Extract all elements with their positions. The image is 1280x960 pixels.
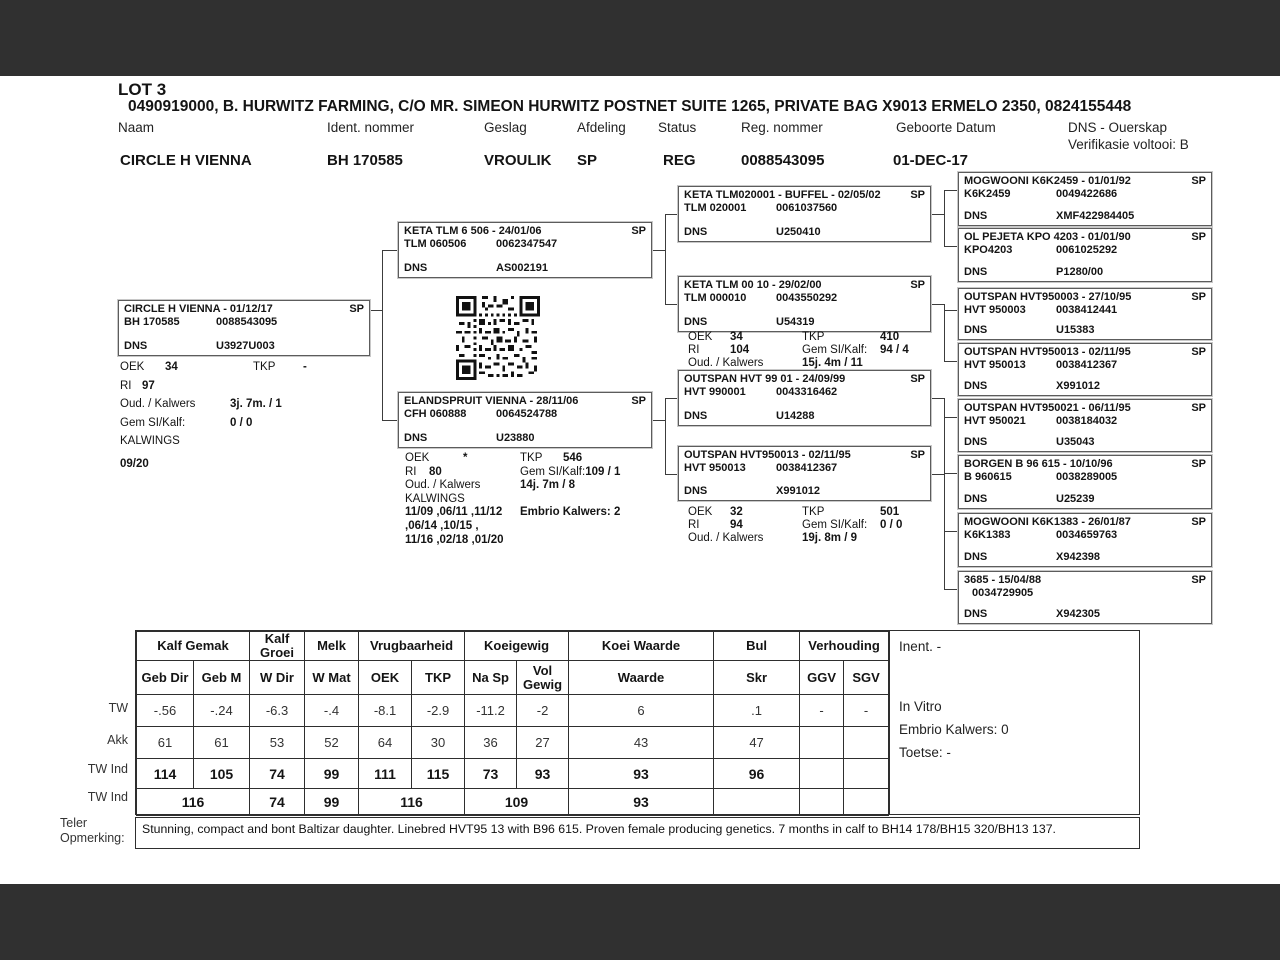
animal-reg: 0088543095 — [741, 152, 825, 169]
twind-cell: 73 — [465, 759, 517, 789]
tkp-value: 546 — [563, 452, 583, 464]
sub-w-mat: W Mat — [305, 661, 359, 695]
twind-cell — [800, 759, 844, 789]
ri-value: 94 — [730, 518, 743, 531]
oud-value: 15j. 4m / 11 — [802, 356, 863, 369]
dns-value: P1280/00 — [1056, 266, 1104, 278]
animal-box-reg: 0038289005 — [1056, 471, 1118, 483]
dns-value: U14288 — [776, 410, 815, 422]
tw-cell: - — [844, 695, 889, 727]
pedigree-box-sss — [958, 172, 1212, 226]
dns-label: DNS — [964, 551, 988, 563]
pedigree-box-sds — [958, 288, 1212, 340]
animal-box-reg: 0043550292 — [776, 292, 838, 304]
dns-label: DNS — [404, 262, 428, 274]
group-kalf-groei: Kalf Groei — [250, 632, 305, 661]
group-verhouding: Verhouding — [800, 632, 889, 661]
sub-sgv: SGV — [844, 661, 889, 695]
twind-cell: 93 — [517, 759, 569, 789]
animal-box-name: OUTSPAN HVT950013 - 02/11/95 — [964, 346, 1131, 358]
pedigree-box-dss — [958, 399, 1212, 452]
sub-skr: Skr — [714, 661, 800, 695]
animal-box-reg: 0038184032 — [1056, 415, 1118, 427]
col-geboorte: Geboorte Datum — [896, 120, 996, 135]
sp-tag: SP — [631, 395, 646, 407]
twind-group-cell: 116 — [359, 789, 465, 816]
gem-label: Gem SI/Kalf: — [520, 465, 586, 478]
animal-box-name: OUTSPAN HVT 99 01 - 24/09/99 — [684, 373, 846, 385]
pedigree-box-dds — [958, 513, 1212, 567]
sp-tag: SP — [1191, 291, 1206, 303]
twind-group-cell — [800, 789, 844, 816]
embrio-kalwers: Embrio Kalwers: 2 — [520, 506, 621, 519]
sd-stats — [688, 331, 938, 369]
animal-box-reg: 0038412367 — [776, 462, 838, 474]
sp-tag: SP — [1191, 231, 1206, 243]
dns-label: DNS — [964, 608, 988, 620]
animal-box-name: MOGWOONI K6K2459 - 01/01/92 — [964, 175, 1131, 187]
group-melk: Melk — [305, 632, 359, 661]
sub-vol-gewig: Vol Gewig — [517, 661, 569, 695]
animal-box-name: CIRCLE H VIENNA - 01/12/17 — [124, 303, 273, 315]
pedigree-connector — [944, 417, 958, 418]
animal-box-id: B 960615 — [964, 471, 1012, 483]
animal-box-reg: 0043316462 — [776, 386, 838, 398]
sub-waarde: Waarde — [569, 661, 714, 695]
lot-title: LOT 3 — [118, 80, 167, 99]
oek-value: 34 — [730, 331, 743, 343]
animal-box-id: HVT 950021 — [964, 415, 1026, 427]
group-vrugbaarheid: Vrugbaarheid — [359, 632, 465, 661]
sub-geb-m: Geb M — [194, 661, 250, 695]
akk-cell: 53 — [250, 727, 305, 759]
twind-cell: 99 — [305, 759, 359, 789]
pedigree-box-ssd — [958, 228, 1212, 282]
invitro-label: In Vitro — [899, 699, 942, 714]
kalwings-dates: 11/09 ,06/11 ,11/12 — [405, 506, 503, 519]
tkp-label: TKP — [520, 452, 543, 464]
tw-cell: - — [800, 695, 844, 727]
breeder-address: 0490919000, B. HURWITZ FARMING, C/O MR. SIMEON HURWITZ POSTNET SUITE 1265, PRIVATE BAG X9013 ERMELO 2350, 0824155448 — [128, 98, 1132, 115]
dns-label: DNS — [964, 436, 988, 448]
dns-value: U35043 — [1056, 436, 1095, 448]
animal-box-reg: 0061037560 — [776, 202, 838, 214]
tkp-value: 410 — [880, 331, 900, 343]
animal-name: CIRCLE H VIENNA — [120, 152, 252, 169]
animal-box-reg: 0088543095 — [216, 316, 278, 328]
pedigree-connector — [944, 398, 945, 474]
oek-label: OEK — [120, 361, 145, 373]
animal-box-id: K6K2459 — [964, 188, 1011, 200]
oud-value: 14j. 7m / 8 — [520, 479, 575, 492]
akk-cell: 30 — [412, 727, 465, 759]
pedigree-connector — [652, 420, 665, 421]
subject-stats — [120, 358, 385, 473]
sp-tag: SP — [1191, 574, 1206, 586]
gem-value: 0 / 0 — [230, 416, 253, 429]
tw-cell: -2.9 — [412, 695, 465, 727]
dns-label: DNS — [684, 410, 708, 422]
pedigree-connector — [665, 214, 678, 215]
tw-cell: 6 — [569, 695, 714, 727]
animal-box-name: OUTSPAN HVT950003 - 27/10/95 — [964, 291, 1132, 303]
tw-cell: -8.1 — [359, 695, 412, 727]
twind-group-cell: 93 — [569, 789, 714, 816]
tw-cell: -2 — [517, 695, 569, 727]
oud-label: Oud. / Kalwers — [120, 398, 196, 410]
sp-tag: SP — [910, 449, 925, 461]
dns-label: DNS — [964, 210, 988, 222]
animal-box-reg: 0049422686 — [1056, 188, 1118, 200]
gem-label: Gem SI/Kalf: — [120, 416, 186, 429]
row-label-twind1: TW Ind — [87, 762, 128, 776]
pedigree-box-ds — [678, 370, 931, 426]
breeder-comment: Stunning, compact and bont Baltizar daughter. Linebred HVT95 13 with B96 615. Proven female producing genetics. 7 months in calf to BH14 178/BH15 320/BH13 137. — [135, 817, 1140, 849]
animal-box-reg: 0064524788 — [496, 408, 558, 420]
akk-cell: 64 — [359, 727, 412, 759]
dns-label: DNS — [964, 266, 988, 278]
dam-stats — [405, 452, 675, 547]
animal-box-id: TLM 020001 — [684, 202, 747, 214]
dd-stats — [688, 506, 938, 544]
animal-box-name: KETA TLM020001 - BUFFEL - 02/05/02 — [684, 189, 881, 201]
oud-label: Oud. / Kalwers — [405, 479, 481, 492]
col-status: Status — [658, 120, 697, 135]
col-afdeling: Afdeling — [577, 120, 626, 135]
pedigree-connector — [944, 589, 958, 590]
animal-box-reg: 0061025292 — [1056, 244, 1118, 256]
tw-cell: -6.3 — [250, 695, 305, 727]
dns-value: U23880 — [496, 432, 535, 444]
animal-box-name: OL PEJETA KPO 4203 - 01/01/90 — [964, 231, 1131, 243]
ri-value: 104 — [730, 343, 750, 356]
pedigree-connector — [931, 398, 944, 399]
tw-cell: -.24 — [194, 695, 250, 727]
pedigree-connector — [931, 304, 944, 305]
oek-value: * — [463, 452, 468, 464]
twind-cell: 96 — [714, 759, 800, 789]
akk-cell — [800, 727, 844, 759]
akk-cell: 61 — [194, 727, 250, 759]
animal-geboorte: 01-DEC-17 — [893, 152, 969, 169]
ri-value: 97 — [142, 379, 155, 392]
kalwings-label: KALWINGS — [120, 435, 180, 447]
row-label-tw: TW — [108, 701, 128, 715]
animal-box-id: TLM 060506 — [404, 238, 467, 250]
oud-value: 3j. 7m. / 1 — [230, 398, 282, 410]
twind-group-cell: 116 — [137, 789, 250, 816]
toetse-value: Toetse: - — [899, 745, 951, 760]
animal-box-id: HVT 950003 — [964, 304, 1026, 316]
pedigree-connector — [944, 361, 958, 362]
dns-label: DNS — [684, 226, 708, 238]
twind-cell: 74 — [250, 759, 305, 789]
row-label-akk: Akk — [107, 733, 128, 747]
oud-label: Oud. / Kalwers — [688, 531, 764, 544]
gem-value: 109 / 1 — [585, 465, 621, 478]
pedigree-connector — [382, 250, 398, 251]
pedigree-box-sd — [678, 276, 931, 332]
group-bul: Bul — [714, 632, 800, 661]
oek-label: OEK — [405, 452, 430, 464]
pedigree-connector — [944, 246, 958, 247]
animal-box-reg: 0034729905 — [972, 587, 1034, 599]
pedigree-connector — [370, 310, 382, 311]
sp-tag: SP — [1191, 346, 1206, 358]
akk-cell: 52 — [305, 727, 359, 759]
animal-box-reg: 0034659763 — [1056, 529, 1118, 541]
animal-box-name: OUTSPAN HVT950013 - 02/11/95 — [684, 449, 851, 461]
tw-cell: .1 — [714, 695, 800, 727]
tkp-value: - — [303, 361, 307, 373]
qr-code — [456, 296, 540, 380]
gem-value: 94 / 4 — [880, 343, 909, 356]
pedigree-box-ddd — [958, 571, 1212, 624]
twind-group-cell: 109 — [465, 789, 569, 816]
pedigree-box-dd — [678, 446, 931, 501]
dns-label: DNS — [964, 324, 988, 336]
animal-box-reg: 0038412367 — [1056, 359, 1118, 371]
inent-panel — [889, 631, 1139, 814]
verifikasie-status: Verifikasie voltooi: B — [1068, 137, 1189, 152]
pedigree-connector — [665, 398, 678, 399]
akk-cell — [844, 727, 889, 759]
bottom-letterbox-bar — [0, 884, 1280, 960]
twind-cell: 114 — [137, 759, 194, 789]
embrio-kalwers-value: Embrio Kalwers: 0 — [899, 722, 1009, 737]
breeding-values-table — [135, 630, 1140, 815]
pedigree-connector — [944, 190, 958, 191]
gem-label: Gem SI/Kalf: — [802, 343, 868, 356]
dns-label: DNS — [684, 485, 708, 497]
sub-tkp: TKP — [412, 661, 465, 695]
kalwings-dates: ,06/14 ,10/15 , — [405, 519, 479, 532]
group-koei-waarde: Koei Waarde — [569, 632, 714, 661]
animal-box-name: MOGWOONI K6K1383 - 26/01/87 — [964, 516, 1131, 528]
dns-label: DNS — [124, 340, 148, 352]
animal-afdeling: SP — [577, 152, 598, 169]
animal-geslag: VROULIK — [484, 152, 552, 169]
kalwings-label: KALWINGS — [405, 492, 465, 505]
tkp-label: TKP — [253, 361, 276, 373]
dns-value: U3927U003 — [216, 340, 275, 352]
sp-tag: SP — [631, 225, 646, 237]
pedigree-connector — [944, 473, 958, 474]
dns-value: U15383 — [1056, 324, 1095, 336]
animal-box-name: KETA TLM 00 10 - 29/02/00 — [684, 279, 822, 291]
row-label-twind2: TW Ind — [87, 790, 128, 804]
animal-box-id: HVT 950013 — [684, 462, 746, 474]
sp-tag: SP — [349, 303, 364, 315]
tw-cell: -.56 — [137, 695, 194, 727]
animal-box-id: KPO4203 — [964, 244, 1013, 256]
twind-cell: 111 — [359, 759, 412, 789]
pedigree-connector — [944, 531, 958, 532]
sp-tag: SP — [910, 189, 925, 201]
pedigree-connector — [944, 304, 945, 362]
dns-value: X942305 — [1056, 608, 1101, 620]
gem-label: Gem SI/Kalf: — [802, 518, 868, 531]
animal-box-name: KETA TLM 6 506 - 24/01/06 — [404, 225, 542, 237]
twind-cell: 105 — [194, 759, 250, 789]
akk-cell: 36 — [465, 727, 517, 759]
sub-ggv: GGV — [800, 661, 844, 695]
inent-value: Inent. - — [899, 639, 942, 654]
sp-tag: SP — [910, 373, 925, 385]
dns-value: X942398 — [1056, 551, 1101, 563]
tkp-label: TKP — [802, 331, 825, 343]
pedigree-connector — [944, 310, 958, 311]
col-ident: Ident. nommer — [327, 120, 415, 135]
dns-value: X991012 — [776, 485, 821, 497]
dns-value: U25239 — [1056, 493, 1095, 505]
sp-tag: SP — [1191, 175, 1206, 187]
animal-box-name: BORGEN B 96 615 - 10/10/96 — [964, 458, 1113, 470]
twind-group-cell: 74 — [250, 789, 305, 816]
top-letterbox-bar — [0, 0, 1280, 76]
animal-box-name: 3685 - 15/04/88 — [964, 574, 1042, 586]
twind-cell: 93 — [569, 759, 714, 789]
dns-value: U54319 — [776, 316, 815, 328]
oek-value: 32 — [730, 506, 743, 518]
ri-label: RI — [688, 343, 700, 356]
animal-box-reg: 0062347547 — [496, 238, 558, 250]
pedigree-connector — [652, 250, 665, 251]
ri-value: 80 — [429, 465, 442, 478]
col-naam: Naam — [118, 120, 155, 135]
animal-box-id: BH 170585 — [124, 316, 180, 328]
dns-value: AS002191 — [496, 262, 548, 274]
pedigree-connector — [665, 304, 678, 305]
tkp-label: TKP — [802, 506, 825, 518]
col-geslag: Geslag — [484, 120, 527, 135]
teler-label: Teler — [60, 816, 88, 830]
animal-box-name: OUTSPAN HVT950021 - 06/11/95 — [964, 402, 1131, 414]
oud-label: Oud. / Kalwers — [688, 356, 764, 369]
twind-group-cell — [714, 789, 800, 816]
dns-label: DNS — [684, 316, 708, 328]
twind-cell: 115 — [412, 759, 465, 789]
group-kalf-gemak: Kalf Gemak — [137, 632, 250, 661]
twind-group-cell: 99 — [305, 789, 359, 816]
akk-cell: 43 — [569, 727, 714, 759]
dns-label: DNS — [404, 432, 428, 444]
sub-geb-dir: Geb Dir — [137, 661, 194, 695]
gem-value: 0 / 0 — [880, 518, 903, 531]
pedigree-box-subject — [118, 300, 370, 356]
pedigree-connector — [931, 214, 944, 215]
oek-label: OEK — [688, 506, 713, 518]
tw-cell: -11.2 — [465, 695, 517, 727]
sub-oek: OEK — [359, 661, 412, 695]
sp-tag: SP — [1191, 402, 1206, 414]
akk-cell: 27 — [517, 727, 569, 759]
pedigree-box-sdd — [958, 343, 1212, 396]
oek-value: 34 — [165, 361, 178, 373]
pedigree-box-dsd — [958, 455, 1212, 509]
dns-label: DNS — [964, 493, 988, 505]
pedigree-box-dam — [398, 392, 652, 448]
ri-label: RI — [688, 518, 700, 531]
dns-value: X991012 — [1056, 380, 1101, 392]
pedigree-connector — [665, 214, 666, 304]
kalwings-dates: 09/20 — [120, 457, 149, 470]
group-koeigewig: Koeigewig — [465, 632, 569, 661]
animal-box-id: TLM 000010 — [684, 292, 747, 304]
ri-label: RI — [120, 379, 132, 392]
sp-tag: SP — [910, 279, 925, 291]
pedigree-box-sire — [398, 222, 652, 278]
animal-box-id: K6K1383 — [964, 529, 1011, 541]
animal-ident: BH 170585 — [327, 152, 403, 169]
oek-label: OEK — [688, 331, 713, 343]
ri-label: RI — [405, 465, 417, 478]
oud-value: 19j. 8m / 9 — [802, 531, 857, 544]
dns-label: DNS — [964, 380, 988, 392]
col-reg: Reg. nommer — [741, 120, 823, 135]
pedigree-box-ss — [678, 186, 931, 242]
twind-group-cell — [844, 789, 889, 816]
animal-box-id: HVT 950013 — [964, 359, 1026, 371]
animal-box-id: HVT 990001 — [684, 386, 746, 398]
opmerking-label: Opmerking: — [60, 831, 125, 845]
sub-w-dir: W Dir — [250, 661, 305, 695]
col-dns: DNS - Ouerskap — [1068, 120, 1168, 135]
akk-cell: 61 — [137, 727, 194, 759]
akk-cell: 47 — [714, 727, 800, 759]
animal-box-id: CFH 060888 — [404, 408, 467, 420]
sub-na-sp: Na Sp — [465, 661, 517, 695]
animal-status: REG — [663, 152, 696, 169]
dns-value: U250410 — [776, 226, 821, 238]
animal-box-name: ELANDSPRUIT VIENNA - 28/11/06 — [404, 395, 579, 407]
pedigree-connector — [931, 474, 944, 475]
tw-cell: -.4 — [305, 695, 359, 727]
tkp-value: 501 — [880, 506, 900, 518]
sp-tag: SP — [1191, 458, 1206, 470]
dns-value: XMF422984405 — [1056, 210, 1135, 222]
pedigree-connector — [944, 190, 945, 247]
kalwings-dates: 11/16 ,02/18 ,01/20 — [405, 533, 504, 546]
twind-cell — [844, 759, 889, 789]
sp-tag: SP — [1191, 516, 1206, 528]
animal-box-reg: 0038412441 — [1056, 304, 1118, 316]
